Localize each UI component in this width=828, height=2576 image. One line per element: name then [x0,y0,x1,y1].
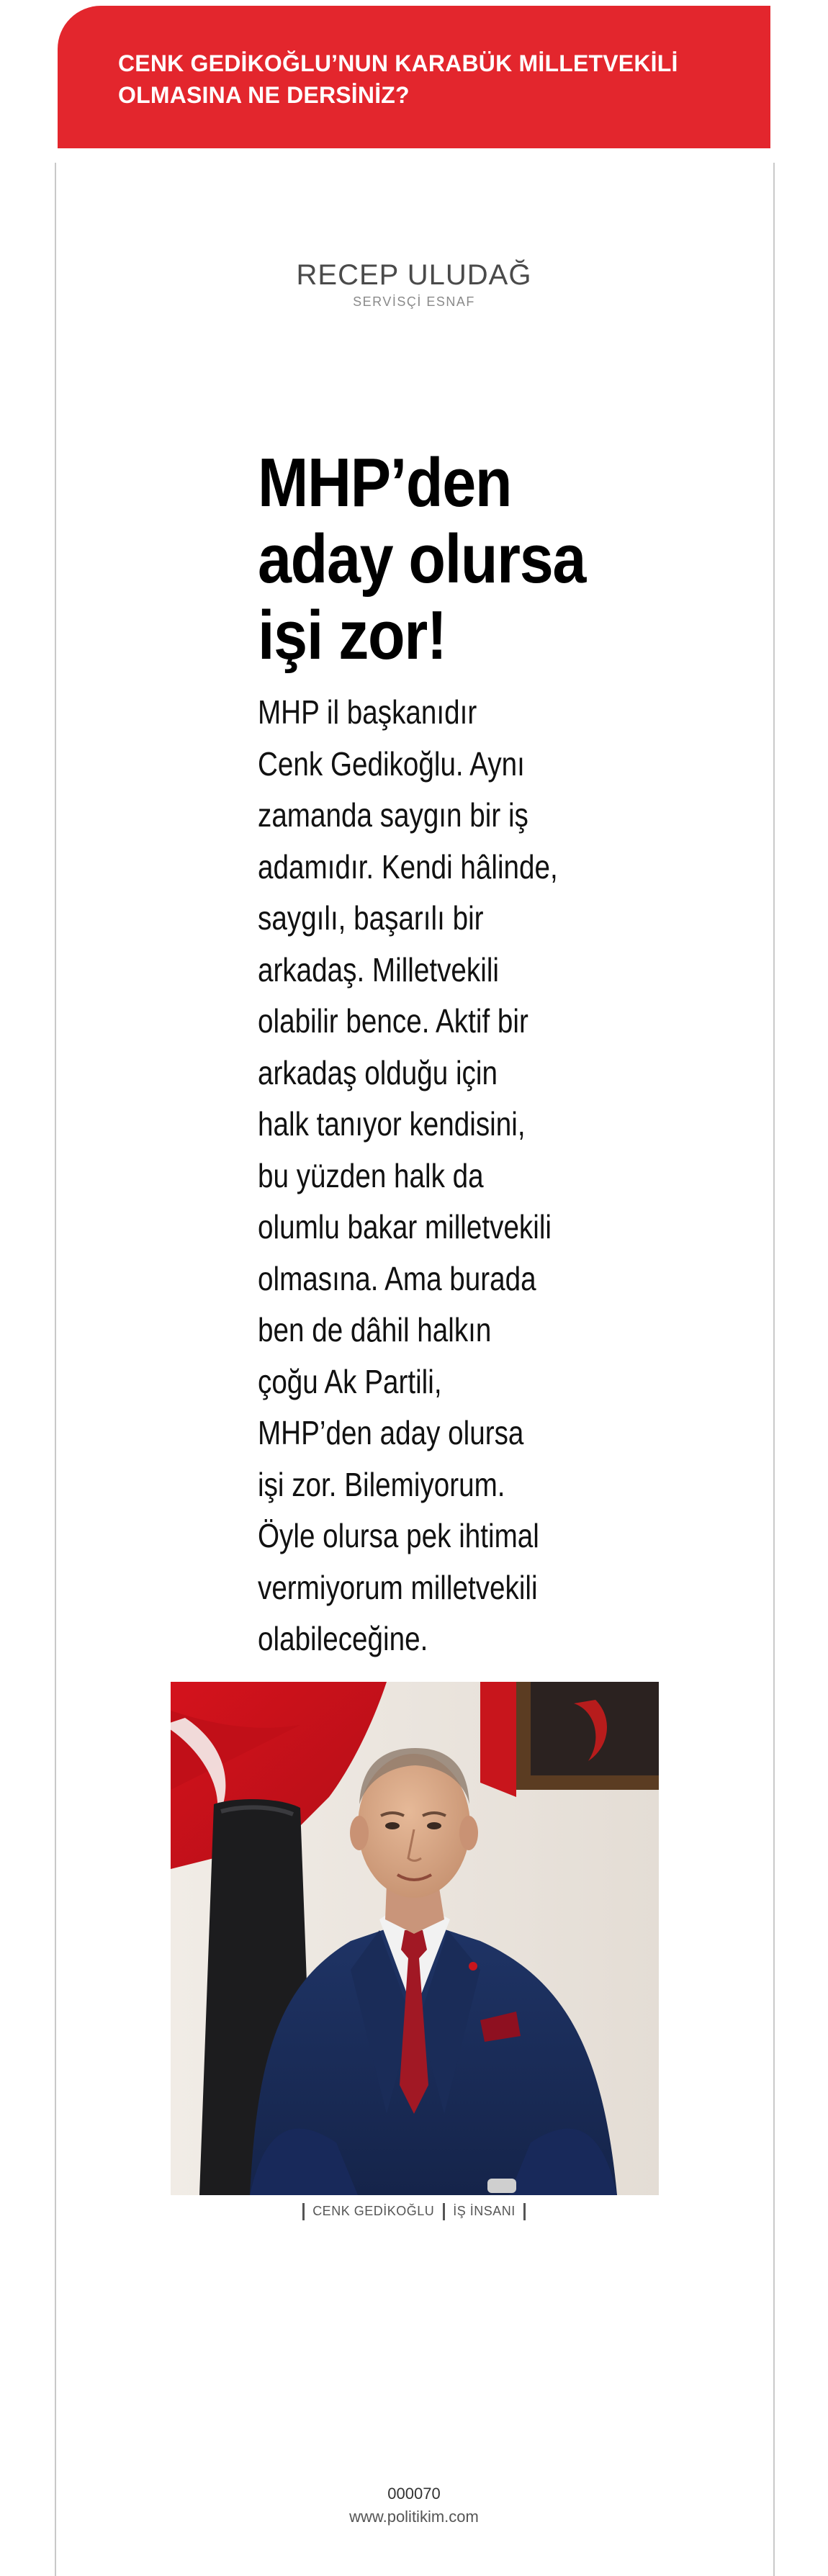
body-line: MHP il başkanıdır [258,693,477,731]
headline-line: MHP’den [258,444,512,521]
author-name: RECEP ULUDAĞ [296,259,532,291]
caption-name: CENK GEDİKOĞLU [312,2203,435,2218]
caption-divider [443,2203,445,2220]
body-line: adamıdır. Kendi hâlinde, [258,847,558,886]
body-line: zamanda saygın bir iş [258,796,528,834]
body-line: saygılı, başarılı bir [258,899,484,937]
header-title-line-2: OLMASINA NE DERSİNİZ? [118,82,410,108]
body-line: halk tanıyor kendisini, [258,1105,526,1143]
body-line: olabileceğine. [258,1620,428,1657]
body-line: olumlu bakar milletvekili [258,1208,552,1246]
body-line: çoğu Ak Partili, [258,1362,442,1400]
body-line: Cenk Gedikoğlu. Aynı [258,744,525,783]
caption-role: İŞ İNSANI [453,2203,516,2218]
byline [0,259,828,310]
body-line: bu yüzden halk da [258,1156,484,1194]
headline [258,445,663,674]
body-line: MHP’den aday olursa [258,1414,524,1451]
body-line: ben de dâhil halkın [258,1311,492,1348]
header-title-line-1: CENK GEDİKOĞLU’NUN KARABÜK MİLLETVEKİLİ [118,50,678,76]
header-banner [58,6,770,148]
author-role: SERVİSÇİ ESNAF [353,294,475,309]
body-line: olabilir bence. Aktif bir [258,1002,528,1040]
body-line: arkadaş. Milletvekili [258,950,499,988]
body-line: işi zor. Bilemiyorum. [258,1465,505,1503]
headline-line: aday olursa [258,521,586,598]
page-number: 000070 [387,2485,441,2503]
body-line: olmasına. Ama burada [258,1259,536,1297]
portrait-photo [171,1682,659,2195]
body-line: Öyle olursa pek ihtimal [258,1517,539,1554]
photo-caption [0,2203,828,2220]
caption-divider [302,2203,305,2220]
caption-divider [523,2203,526,2220]
article-body [258,687,661,1665]
headline-line: işi zor! [258,597,446,674]
body-line: vermiyorum milletvekili [258,1568,538,1606]
page-footer [0,2482,828,2528]
site-url: www.politikim.com [349,2508,479,2526]
body-line: arkadaş olduğu için [258,1053,498,1091]
